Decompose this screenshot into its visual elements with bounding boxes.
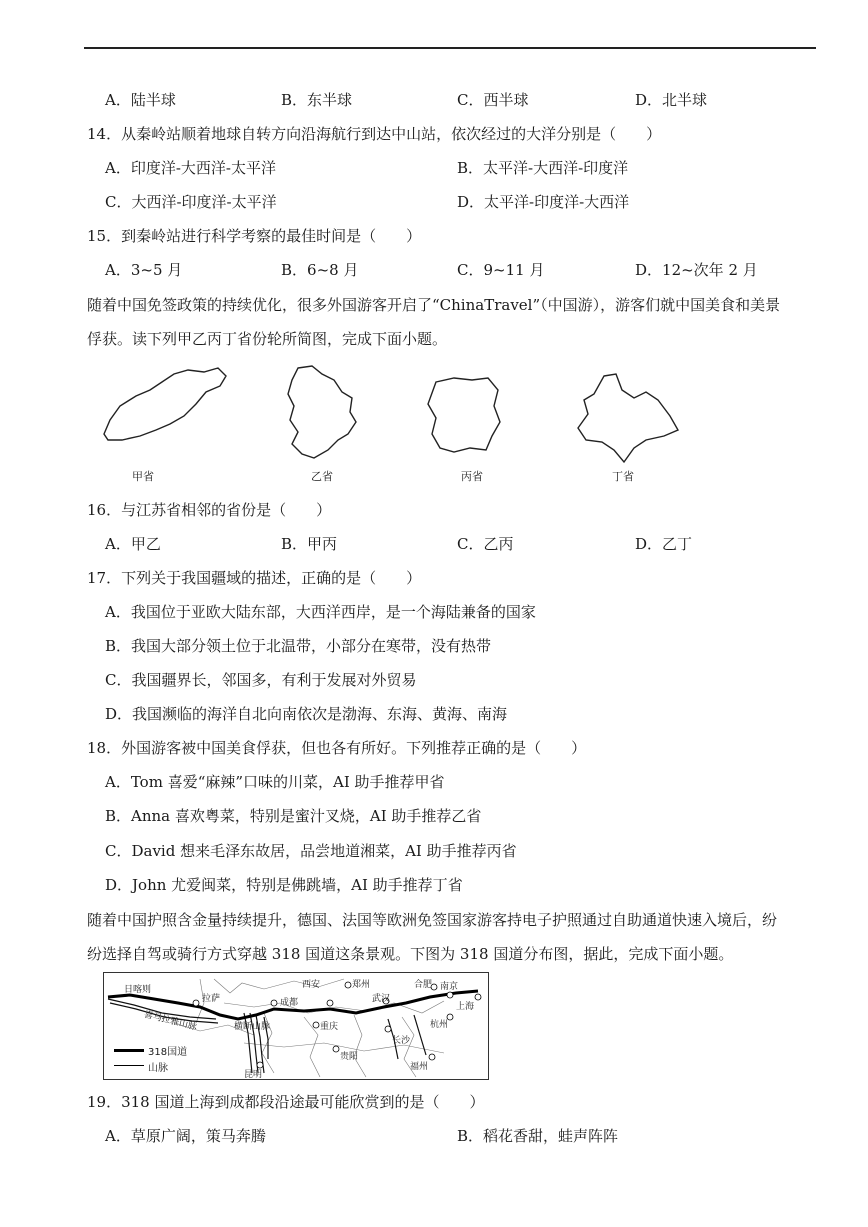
q17-option-a: A．我国位于亚欧大陆东部，大西洋西岸，是一个海陆兼备的国家	[105, 603, 536, 621]
map-label-fuzhou: 福州	[410, 1062, 429, 1072]
province-ding-label: 丁省	[612, 470, 634, 483]
q15-option-a: A．3~5 月	[105, 261, 183, 279]
q19-stem: 19．318 国道上海到成都段沿途最可能欣赏到的是（ ）	[87, 1093, 485, 1111]
q18-option-a: A．Tom 喜爱“麻辣”口味的川菜，AI 助手推荐甲省	[105, 773, 445, 791]
map-label-changsha: 长沙	[392, 1036, 411, 1046]
q18-stem: 18．外国游客被中国美食俘获，但也各有所好。下列推荐正确的是（ ）	[87, 739, 587, 757]
route-318-map	[103, 972, 489, 1080]
intro2-line1: 随着中国护照含金量持续提升，德国、法国等欧洲免签国家游客持电子护照通过自助通道快速入境后，纷	[87, 911, 778, 929]
q14-option-d: D．太平洋-印度洋-大西洋	[457, 193, 630, 211]
q16-option-b: B．甲丙	[281, 535, 338, 553]
province-jia-label: 甲省	[132, 470, 154, 483]
map-label-hefei: 合肥	[414, 980, 433, 990]
q13-option-d: D．北半球	[635, 91, 708, 109]
map-label-hengduan: 横断山脉	[234, 1022, 271, 1032]
legend-mountain-label: 山脉	[148, 1063, 168, 1074]
intro1-line1: 随着中国免签政策的持续优化，很多外国游客开启了“ChinaTravel”（中国游），游客们就中国美食和美景	[87, 296, 781, 314]
q17-stem: 17．下列关于我国疆域的描述，正确的是（ ）	[87, 569, 422, 587]
intro2-line2: 纷选择自驾或骑行方式穿越 318 国道这条景观。下图为 318 国道分布图，据此，完成下面小题。	[87, 945, 734, 963]
q17-option-c: C．我国疆界长，邻国多，有利于发展对外贸易	[105, 671, 417, 689]
map-label-nanjing: 南京	[440, 982, 459, 992]
map-label-zhengzhou: 郑州	[352, 980, 371, 990]
q13-option-a: A．陆半球	[105, 91, 176, 109]
q17-option-b: B．我国大部分领土位于北温带，小部分在寒带，没有热带	[105, 637, 492, 655]
map-label-chongqing: 重庆	[320, 1022, 339, 1032]
header-rule	[84, 47, 816, 49]
map-label-xian: 西安	[302, 980, 321, 990]
q16-option-c: C．乙丙	[457, 535, 514, 553]
q18-option-d: D．John 尤爱闽菜，特别是佛跳墙，AI 助手推荐丁省	[105, 876, 463, 894]
q19-option-b: B．稻花香甜，蛙声阵阵	[457, 1127, 619, 1145]
province-bing-outline	[424, 374, 504, 458]
q16-option-d: D．乙丁	[635, 535, 693, 553]
province-yi-outline	[282, 364, 362, 464]
q15-stem: 15．到秦岭站进行科学考察的最佳时间是（ ）	[87, 227, 422, 245]
map-label-guiyang: 贵阳	[340, 1052, 359, 1062]
map-label-chengdu: 成都	[280, 998, 299, 1008]
province-bing-label: 丙省	[461, 470, 483, 483]
q14-stem: 14．从秦岭站顺着地球自转方向沿海航行到达中山站，依次经过的大洋分别是（ ）	[87, 125, 662, 143]
q14-option-a: A．印度洋-大西洋-太平洋	[105, 159, 276, 177]
q13-option-c: C．西半球	[457, 91, 529, 109]
legend-mountain	[114, 1065, 144, 1066]
legend-route-label: 318国道	[148, 1047, 188, 1058]
q18-option-b: B．Anna 喜欢粤菜，特别是蜜汁叉烧，AI 助手推荐乙省	[105, 807, 482, 825]
q14-option-c: C．大西洋-印度洋-太平洋	[105, 193, 277, 211]
province-ding-outline	[574, 370, 684, 466]
q19-option-a: A．草原广阔，策马奔腾	[105, 1127, 266, 1145]
legend-route	[114, 1049, 144, 1052]
q13-option-b: B．东半球	[281, 91, 353, 109]
map-label-rikaze: 日喀则	[124, 985, 152, 995]
map-label-himalaya: 喜马拉雅山脉	[142, 1009, 198, 1033]
q17-option-d: D．我国濒临的海洋自北向南依次是渤海、东海、黄海、南海	[105, 705, 508, 723]
q15-option-d: D．12~次年 2 月	[635, 261, 758, 279]
map-label-hangzhou: 杭州	[430, 1020, 449, 1030]
q15-option-b: B．6~8 月	[281, 261, 359, 279]
map-label-shanghai: 上海	[456, 1002, 475, 1012]
q18-option-c: C．David 想来毛泽东故居，品尝地道湘菜，AI 助手推荐丙省	[105, 842, 517, 860]
q14-option-b: B．太平洋-大西洋-印度洋	[457, 159, 629, 177]
intro1-line2: 俘获。读下列甲乙丙丁省份轮所简图，完成下面小题。	[87, 330, 448, 348]
q16-option-a: A．甲乙	[105, 535, 161, 553]
map-label-wuhan: 武汉	[372, 994, 391, 1004]
map-label-kunming: 昆明	[244, 1070, 263, 1080]
province-jia-outline	[100, 360, 230, 450]
q16-stem: 16．与江苏省相邻的省份是（ ）	[87, 501, 332, 519]
map-label-lasa: 拉萨	[202, 994, 221, 1004]
q15-option-c: C．9~11 月	[457, 261, 545, 279]
province-yi-label: 乙省	[311, 470, 333, 483]
